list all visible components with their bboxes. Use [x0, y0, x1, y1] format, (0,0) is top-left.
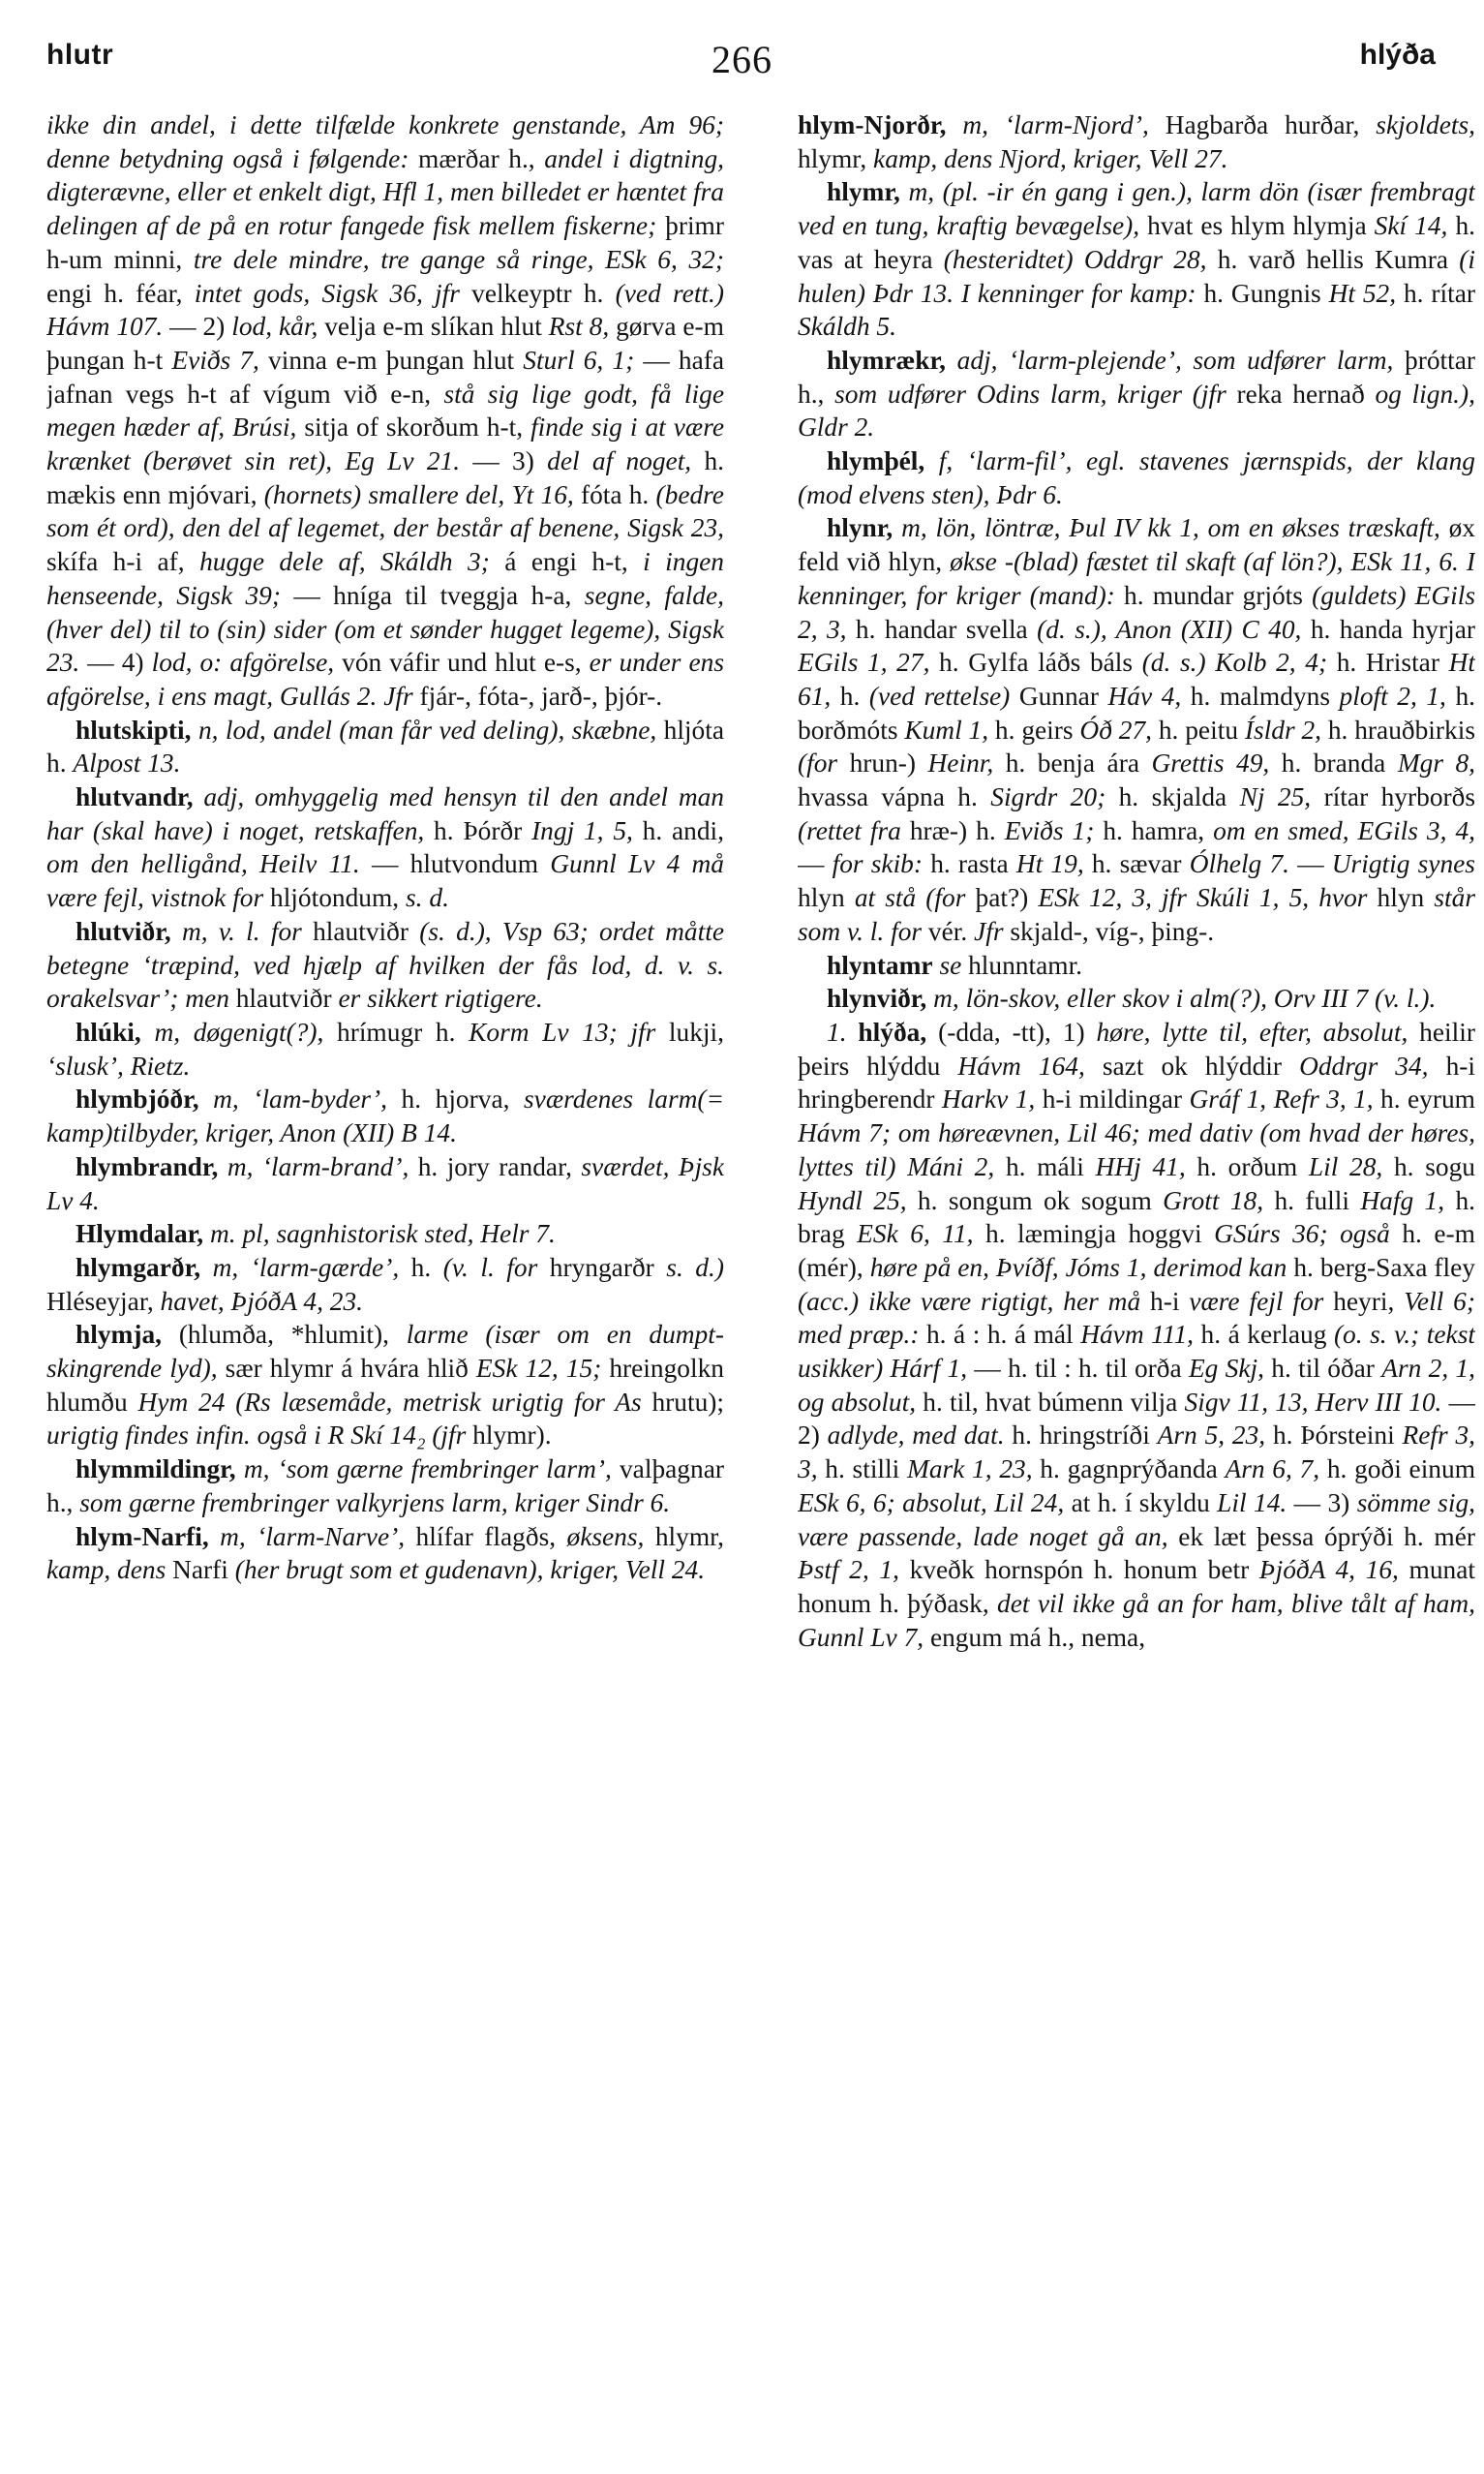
dictionary-entry: hlymrækr, adj, ‘larm-plejende’, som udfører larm, þróttar h., som udfører Odins larm, kriger (jfr reka hernað og lign.), Gldr 2.	[798, 345, 1475, 443]
dictionary-entry: hlutskipti, n, lod, andel (man får ved deling), skæbne, hljóta h. Alpost 13.	[46, 715, 724, 779]
dictionary-entry: hlymr, m, (pl. -ir én gang i gen.), larm dön (især frembragt ved en tung, kraftig bevægelse), hvat es hlym hlymja Skí 14, h. vas at heyra (hesteridtet) Oddrgr 28, h. varð hellis Kumra (i hulen) Þdr 13. I kenninger for kamp: h. Gungnis Ht 52, h. rítar Skáldh 5.	[798, 177, 1475, 342]
header-right-guide-word: hlýða	[1359, 39, 1436, 71]
page-number: 266	[712, 38, 772, 81]
left-column	[46, 108, 724, 2452]
dictionary-entry: hlymgarðr, m, ‘larm-gærde’, h. (v. l. for hryngarðr s. d.) Hléseyjar, havet, ÞjóðA 4, 23.	[46, 1252, 724, 1316]
dictionary-entry: hlym-Njorðr, m, ‘larm-Njord’, Hagbarða hurðar, skjoldets, hlymr, kamp, dens Njord, kriger, Vell 27.	[798, 110, 1475, 173]
dictionary-entry: hlym-Narfi, m, ‘larm-Narve’, hlífar flagðs, øksens, hlymr, kamp, dens Narfi (her brugt som et gudenavn), kriger, Vell 24.	[46, 1521, 724, 1585]
dictionary-entry: hlymja, (hlumða, *hlumit), larme (især om en dumpt-skingrende lyd), sær hlymr á hvára hlið ESk 12, 15; hreingolkn hlumðu Hym 24 (Rs læsemåde, metrisk urigtig for As hrutu); urigtig findes infin. også i R Skí 14₂ (jfr hlymr).	[46, 1320, 724, 1451]
header-left-guide-word: hlutr	[46, 39, 114, 71]
dictionary-entry: hlynr, m, lön, löntræ, Þul IV kk 1, om en økses træskaft, øx feld við hlyn, økse -(blad) fæstet til skaft (af lön?), ESk 11, 6. I kenninger, for kriger (mand): h. mundar grjóts (guldets) EGils 2, 3, h. handar svella (d. s.), Anon (XII) C 40, h. handa hyrjar EGils 1, 27, h. Gylfa láðs báls (d. s.) Kolb 2, 4; h. Hristar Ht 61, h. (ved rettelse) Gunnar Háv 4, h. malmdyns ploft 2, 1, h. borðmóts Kuml 1, h. geirs Óð 27, h. peitu Ísldr 2, h. hrauðbirkis (for hrun-) Heinr, h. benja ára Grettis 49, h. branda Mgr 8, hvassa vápna h. Sigrdr 20; h. skjalda Nj 25, rítar hyrborðs (rettet fra hræ-) h. Eviðs 1; h. hamra, om en smed, EGils 3, 4, — for skib: h. rasta Ht 19, h. sævar Ólhelg 7. — Urigtig synes hlyn at stå (for þat?) ESk 12, 3, jfr Skúli 1, 5, hvor hlyn står som v. l. for vér. Jfr skjald-, víg-, þing-.	[798, 513, 1475, 946]
dictionary-entry: hlymbrandr, m, ‘larm-brand’, h. jorу randar, sværdet, Þjsk Lv 4.	[46, 1151, 724, 1215]
dictionary-entry: ikke din andel, i dette tilfælde konkrete genstande, Am 96; denne betydning også i følgende: mærðar h., andel i digtning, digterævne, eller et enkelt digt, Hfl 1, men billedet er hæntet fra delingen af de på en rotur fangede fisk mellem fiskerne; þrimr h-um minni, tre dele mindre, tre gange så ringe, ESk 6, 32; engi h. féar, intet gods, Sigsk 36, jfr velkeyptr h. (ved rett.) Hávm 107. — 2) lod, kår, velja e-m slíkan hlut Rst 8, gørva e-m þungan h-t Eviðs 7, vinna e-m þungan hlut Sturl 6, 1; — hafa jafnan vegs h-t af vígum við e-n, stå sig lige godt, få lige megen hæder af, Brúsi, sitja of skorðum h-t, finde sig i at være krænket (berøvet sin ret), Eg Lv 21. — 3) del af noget, h. mækis enn mjóvari, (hornets) smallere del, Yt 16, fóta h. (bedre som ét ord), den del af legemet, der består af benene, Sigsk 23, skífa h-i af, hugge dele af, Skáldh 3; á engi h-t, i ingen henseende, Sigsk 39; — hníga til tveggja h-a, segne, falde, (hver del) til to (sin) sider (om et sønder hugget legeme), Sigsk 23. — 4) lod, o: afgörelse, vón váfir und hlut e-s, er under ens afgörelse, i ens magt, Gullás 2. Jfr fjár-, fóta-, jarð-, þjór-.	[46, 110, 724, 711]
dictionary-entry: Hlymdalar, m. pl, sagnhistorisk sted, Helr 7.	[76, 1219, 556, 1249]
right-column	[798, 108, 1475, 2452]
dictionary-entry: hlymbjóðr, m, ‘lam-byder’, h. hjorva, sværdenes larm(= kamp)tilbyder, kriger, Anon (XII) B 14.	[46, 1084, 724, 1148]
dictionary-entry: 1. hlýða, (-dda, -tt), 1) høre, lytte til, efter, absolut, heilir þeirs hlýddu Hávm 164, sazt ok hlýddir Oddrgr 34, h-i hringberendr Harkv 1, h-i mildingar Gráf 1, Refr 3, 1, h. eyrum Hávm 7; om høreævnen, Lil 46; med dativ (om hvad der høres, lyttes til) Máni 2, h. máli HHj 41, h. orðum Lil 28, h. sogu Hyndl 25, h. songum ok sogum Grott 18, h. fulli Hafg 1, h. brag ESk 6, 11, h. læmingja hoggvi GSúrs 36; også h. e-m (mér), høre på en, Þvíðf, Jóms 1, derimod kan h. berg-Saxa fley (acc.) ikke være rigtigt, her må h-i være fejl for heyri, Vell 6; med præp.: h. á : h. á mál Hávm 111, h. á kerlaug (o. s. v.; tekst usikker) Hárf 1, — h. til : h. til orða Eg Skj, h. til óðar Arn 2, 1, og absolut, h. til, hvat búmenn vilja Sigv 11, 13, Herv III 10. — 2) adlyde, med dat. h. hringstríði Arn 5, 23, h. Þórsteini Refr 3, 3, h. stilli Mark 1, 23, h. gagnprýðanda Arn 6, 7, h. goði einum ESk 6, 6; absolut, Lil 24, at h. í skyldu Lil 14. — 3) sömme sig, være passende, lade noget gå an, ek læt þessa óprýði h. mér Þstf 2, 1, kveðk hornspón h. honum betr ÞjóðA 4, 16, munat honum h. þýðask, det vil ikke gå an for ham, blive tålt af ham, Gunnl Lv 7, engum má h., nema,	[798, 1017, 1475, 1652]
dictionary-entry: hlúki, m, døgenigt(?), hrímugr h. Korm Lv 13; jfr lukji, ‘slusk’, Rietz.	[46, 1017, 724, 1081]
dictionary-entry: hlymþél, f, ‘larm-fil’, egl. stavenes jærnspids, der klang (mod elvens sten), Þdr 6.	[798, 446, 1475, 509]
dictionary-entry: hlutvandr, adj, omhyggelig med hensyn til den andel man har (skal have) i noget, retskaffen, h. Þórðr Ingj 1, 5, h. andi, om den helligånd, Heilv 11. — hlutvondum Gunnl Lv 4 må være fejl, vistnok for hljótondum, s. d.	[46, 782, 724, 913]
dictionary-entry: hlymmildingr, m, ‘som gærne frembringer larm’, valþagnar h., som gærne frembringer valkyrjens larm, kriger Sindr 6.	[46, 1454, 724, 1517]
dictionary-entry: hlyntamr se hlunntamr.	[827, 950, 1083, 980]
dictionary-entry: hlutviðr, m, v. l. for hlautviðr (s. d.), Vsp 63; ordet måtte betegne ‘træpind, ved hjælp af hvilken der fås lod, d. v. s. orakelsvar’; men hlautviðr er sikkert rigtigere.	[46, 916, 724, 1014]
text-columns	[46, 108, 1475, 2452]
page-header	[0, 0, 1484, 107]
dictionary-entry: hlynviðr, m, lön-skov, eller skov i alm(?), Orv III 7 (v. l.).	[827, 984, 1437, 1014]
